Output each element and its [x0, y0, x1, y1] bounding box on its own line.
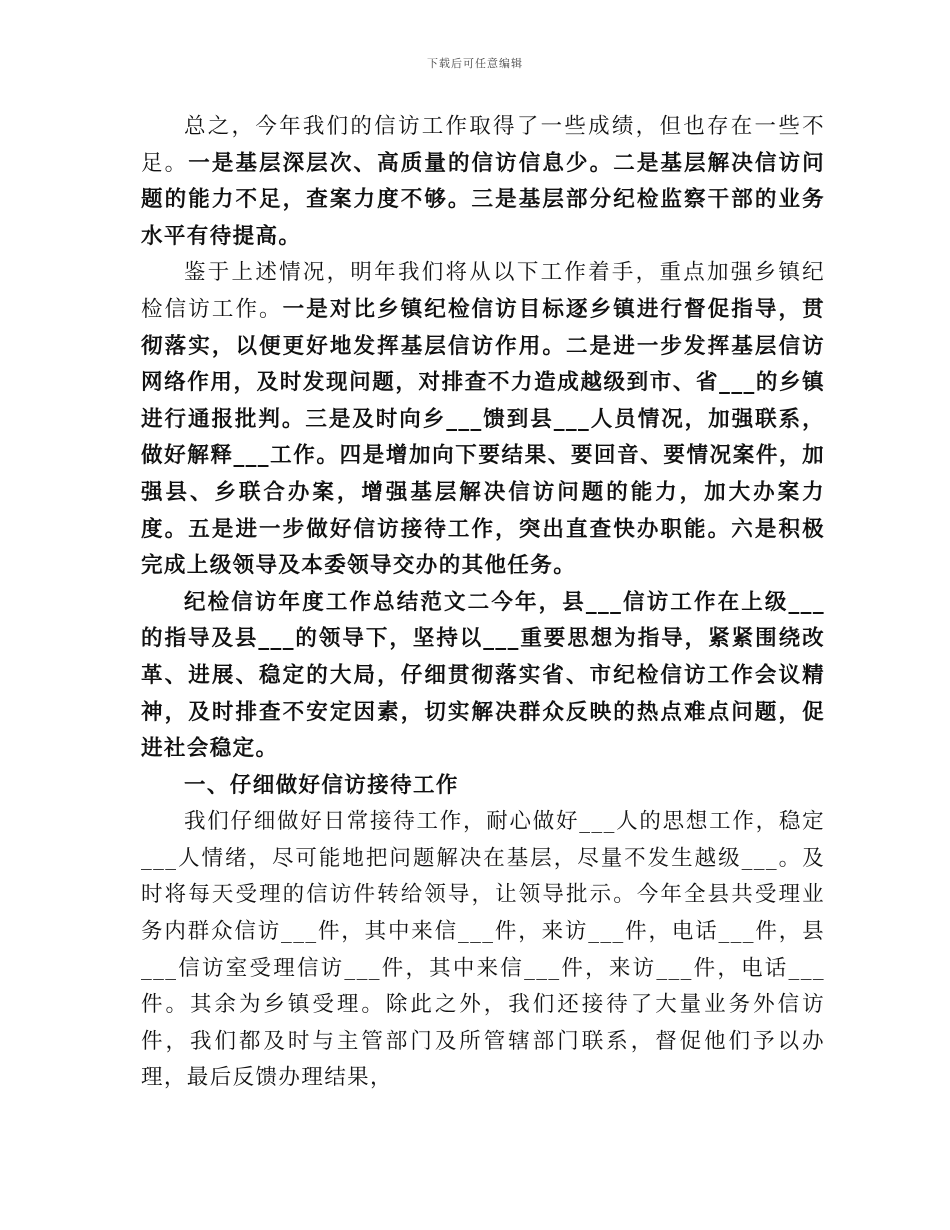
paragraph-text: 纪检信访年度工作总结范文二今年，县___信访工作在上级___的指导及县___的领导下，坚持以___重要思想为指导，紧紧围绕改革、进展、稳定的大局，仔细贯彻落实省、市纪检信访工作会议精神，及时排查不安定因素，切实解决群众反映的热点难点问题，促进社会稳定。	[141, 589, 825, 762]
paragraph-summary	[141, 109, 825, 255]
paragraph-text: 总之，今年我们的信访工作取得了一些成绩，但也存在一些不足。	[141, 114, 825, 176]
paragraph-reception: 我们仔细做好日常接待工作，耐心做好___人的思想工作，稳定___人情绪，尽可能地把问题解决在基层，尽量不发生越级___。及时将每天受理的信访件转给领导，让领导批示。今年全县共受理业务内群众信访___件，其中来信___件，来访___件，电话___件，县___信访室受理信访___件，其中来信___件，来访___件，电话___件。其余为乡镇受理。除此之外，我们还接待了大量业务外信访件，我们都及时与主管部门及所管辖部门联系，督促他们予以办理，最后反馈办理结果，	[141, 809, 825, 1091]
download-note: 下载后可任意编辑	[427, 57, 523, 70]
paragraph-text: 鉴于上述情况，明年我们将从以下工作着手，重点加强乡镇纪检信访工作。	[141, 260, 825, 322]
document-body	[141, 109, 825, 1097]
paragraph-text: 一是基层深层次、高质量的信访信息少。二是基层解决信访问题的能力不足，查案力度不够。三是基层部分纪检监察干部的业务水平有待提高。	[141, 150, 825, 249]
paragraph-text: 一是对比乡镇纪检信访目标逐乡镇进行督促指导，贯彻落实，以便更好地发挥基层信访作用。二是进一步发挥基层信访网络作用，及时发现问题，对排查不力造成越级到市、省___的乡镇进行通报批判。三是及时向乡___馈到县___人员情况，加强联系，做好解释___工作。四是增加向下要结果、要回音、要情况案件，加强县、乡联合办案，增强基层解决信访问题的能力，加大办案力度。五是进一步做好信访接待工作，突出直查快办职能。六是积极完成上级领导及本委领导交办的其他任务。	[141, 296, 826, 579]
section-heading: 一、仔细做好信访接待工作	[184, 772, 459, 798]
paragraph-plan	[141, 255, 825, 584]
paragraph-intro	[141, 585, 825, 768]
